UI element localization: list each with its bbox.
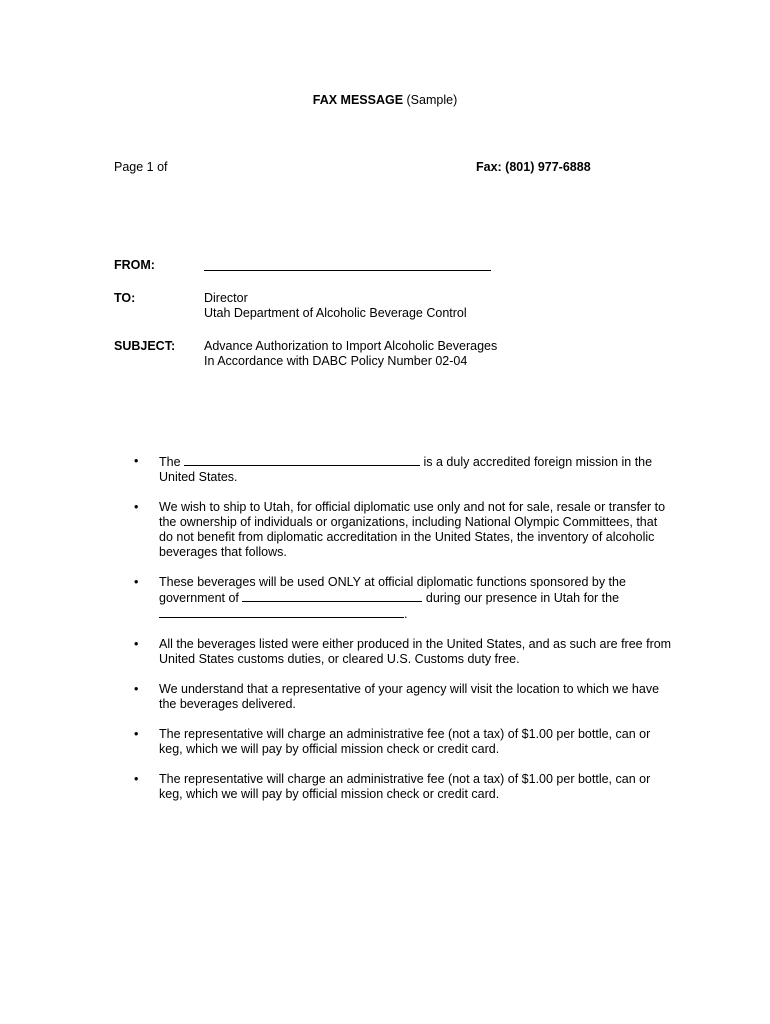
bullet-icon: • — [134, 727, 139, 741]
bullet-item-fee-repeat — [114, 772, 674, 802]
to-line-2: Utah Department of Alcoholic Beverage Control — [204, 306, 467, 320]
bullet-item-fee — [114, 727, 674, 757]
subject-text — [204, 339, 497, 369]
bullet-text: All the beverages listed were either produced in the United States, and as such are free from United States customs duties, or cleared U.S. Customs duty free. — [159, 637, 672, 666]
bullet-text-mid: during our presence in Utah for the — [422, 591, 620, 605]
bullet-item-customs — [114, 637, 674, 667]
bullet-text-post: is a duly accredited foreign mission in the United States. — [159, 455, 653, 484]
bullet-icon: • — [134, 454, 139, 468]
bullet-icon: • — [134, 575, 139, 589]
bullet-list — [114, 454, 674, 817]
bullet-item-representative — [114, 682, 674, 712]
to-line-1: Director — [204, 291, 248, 305]
from-blank-line[interactable] — [204, 270, 491, 271]
subject-line-2: In Accordance with DABC Policy Number 02-04 — [204, 354, 468, 368]
title-suffix: (Sample) — [403, 93, 458, 107]
government-blank[interactable] — [242, 590, 422, 602]
bullet-text-pre: These beverages will be used ONLY at official diplomatic functions sponsored by the government of — [159, 575, 626, 605]
bullet-text-post: . — [404, 607, 408, 621]
subject-line-1: Advance Authorization to Import Alcoholic Beverages — [204, 339, 498, 353]
bullet-icon: • — [134, 772, 139, 786]
bullet-item-mission — [114, 454, 674, 485]
page-number: Page 1 of — [114, 160, 168, 174]
from-label: FROM: — [114, 258, 155, 272]
mission-name-blank[interactable] — [184, 454, 420, 466]
to-label: TO: — [114, 291, 136, 305]
bullet-item-shipment — [114, 500, 674, 560]
bullet-text-pre: The — [159, 455, 185, 469]
bullet-text: The representative will charge an administrative fee (not a tax) of $1.00 per bottle, can or keg, which we will pay by official mission check or credit card. — [159, 727, 651, 756]
subject-label: SUBJECT: — [114, 339, 176, 353]
event-blank[interactable] — [159, 606, 404, 618]
fax-number: Fax: (801) 977-6888 — [476, 160, 591, 174]
bullet-text: We wish to ship to Utah, for official diplomatic use only and not for sale, resale or transfer to the ownership of individuals or organizations, including National Olympic Committees, that do not benefit from diplomatic accreditation in the United States, the inventory of alcoholic beverages that follows. — [159, 500, 666, 559]
to-recipient — [204, 291, 467, 321]
title-bold: FAX MESSAGE — [312, 93, 404, 107]
bullet-text: The representative will charge an administrative fee (not a tax) of $1.00 per bottle, can or keg, which we will pay by official mission check or credit card. — [159, 772, 651, 801]
document-title — [0, 93, 770, 108]
bullet-icon: • — [134, 637, 139, 651]
bullet-icon: • — [134, 682, 139, 696]
bullet-icon: • — [134, 500, 139, 514]
bullet-text: We understand that a representative of your agency will visit the location to which we have the beverages delivered. — [159, 682, 660, 711]
bullet-item-usage — [114, 575, 674, 622]
